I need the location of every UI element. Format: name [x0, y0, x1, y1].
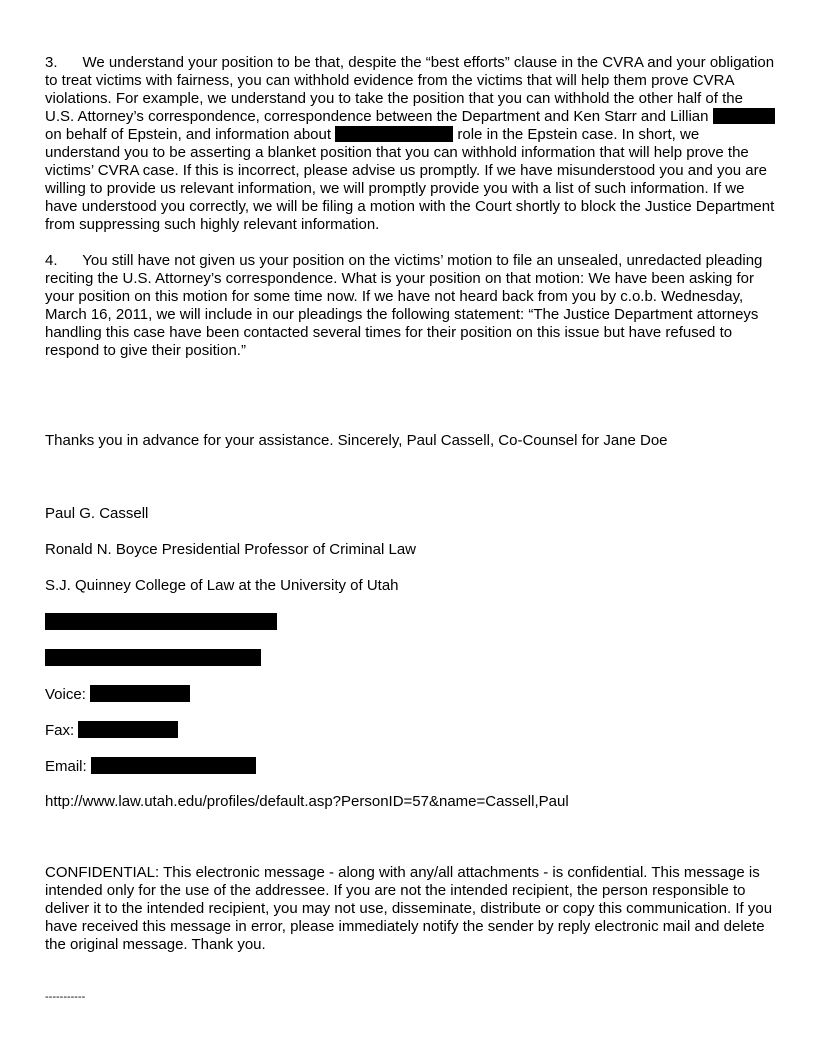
paragraph-4-number: 4. [45, 252, 58, 269]
redaction-box [713, 108, 775, 124]
fax-row [45, 721, 178, 740]
redacted-fax-number [78, 721, 178, 738]
signature-title: Ronald N. Boyce Presidential Professor of Criminal Law [45, 541, 416, 558]
profile-link[interactable]: http://www.law.utah.edu/profiles/default.asp?PersonID=57&name=Cassell,Paul [45, 793, 569, 810]
redaction-box [335, 126, 453, 142]
paragraph-4-text: You still have not given us your position on the victims’ motion to file an unsealed, unredacted pleading reciting the U.S. Attorney’s correspondence. What is your position on that motion: We have been asking for your position on this motion for some time now. If we have not heard back from you by c.o.b. Wednesday, March 16, 2011, we will include in our pleadings the following statement: “The Justice Department attorneys handling this case have been contacted several times for their position on this issue but have refused to respond to give their position.” [45, 252, 763, 359]
email-row [45, 757, 256, 776]
paragraph-3 [45, 54, 775, 234]
paragraph-4 [45, 252, 775, 360]
redacted-address-line-2 [45, 649, 261, 666]
redacted-voice-number [90, 685, 190, 702]
redacted-address-line-1 [45, 613, 277, 630]
email-body [45, 54, 775, 360]
redacted-email-address [91, 757, 256, 774]
paragraph-3-number: 3. [45, 54, 58, 71]
signature-name: Paul G. Cassell [45, 505, 149, 522]
confidentiality-notice: CONFIDENTIAL: This electronic message - along with any/all attachments - is confidential. This message is intended only for the use of the addressee. If you are not the intended recipient, the person responsible to deliver it to the intended recipient, you may not use, disseminate, distribute or copy this communication. If you have received this message in error, please immediately notify the sender by reply electronic mail and delete the original message. Thank you. [45, 864, 773, 953]
email-label: Email: [45, 758, 87, 775]
paragraph-3-text-c: role in the Epstein case. In short, we understand you to be asserting a blanket position that you can withhold information that will help prove the victims’ CVRA case. If this is incorrect, please advise us promptly. If we have misunderstood you and you are willing to provide us relevant information, we will promptly provide you with a list of such information. If we have understood you correctly, we will be filing a motion with the Court shortly to block the Justice Department from suppressing such highly relevant information. [45, 126, 775, 233]
voice-label: Voice: [45, 686, 86, 703]
paragraph-3-text-a: We understand your position to be that, despite the “best efforts” clause in the CVRA and your obligation to treat victims with fairness, you can withhold evidence from the victims that will help them prove CVRA violations. For example, we understand you to take the position that you can withhold the other half of the U.S. Attorney’s correspondence, correspondence between the Department and Ken Starr and Lillian [45, 54, 775, 125]
closing-line: Thanks you in advance for your assistance. Sincerely, Paul Cassell, Co-Counsel for Jane Doe [45, 432, 668, 449]
fax-label: Fax: [45, 722, 75, 739]
signature-institution: S.J. Quinney College of Law at the University of Utah [45, 577, 399, 594]
separator-dashes: ----------- [45, 991, 86, 1003]
voice-row [45, 685, 190, 704]
paragraph-3-text-b: on behalf of Epstein, and information about [45, 126, 332, 143]
